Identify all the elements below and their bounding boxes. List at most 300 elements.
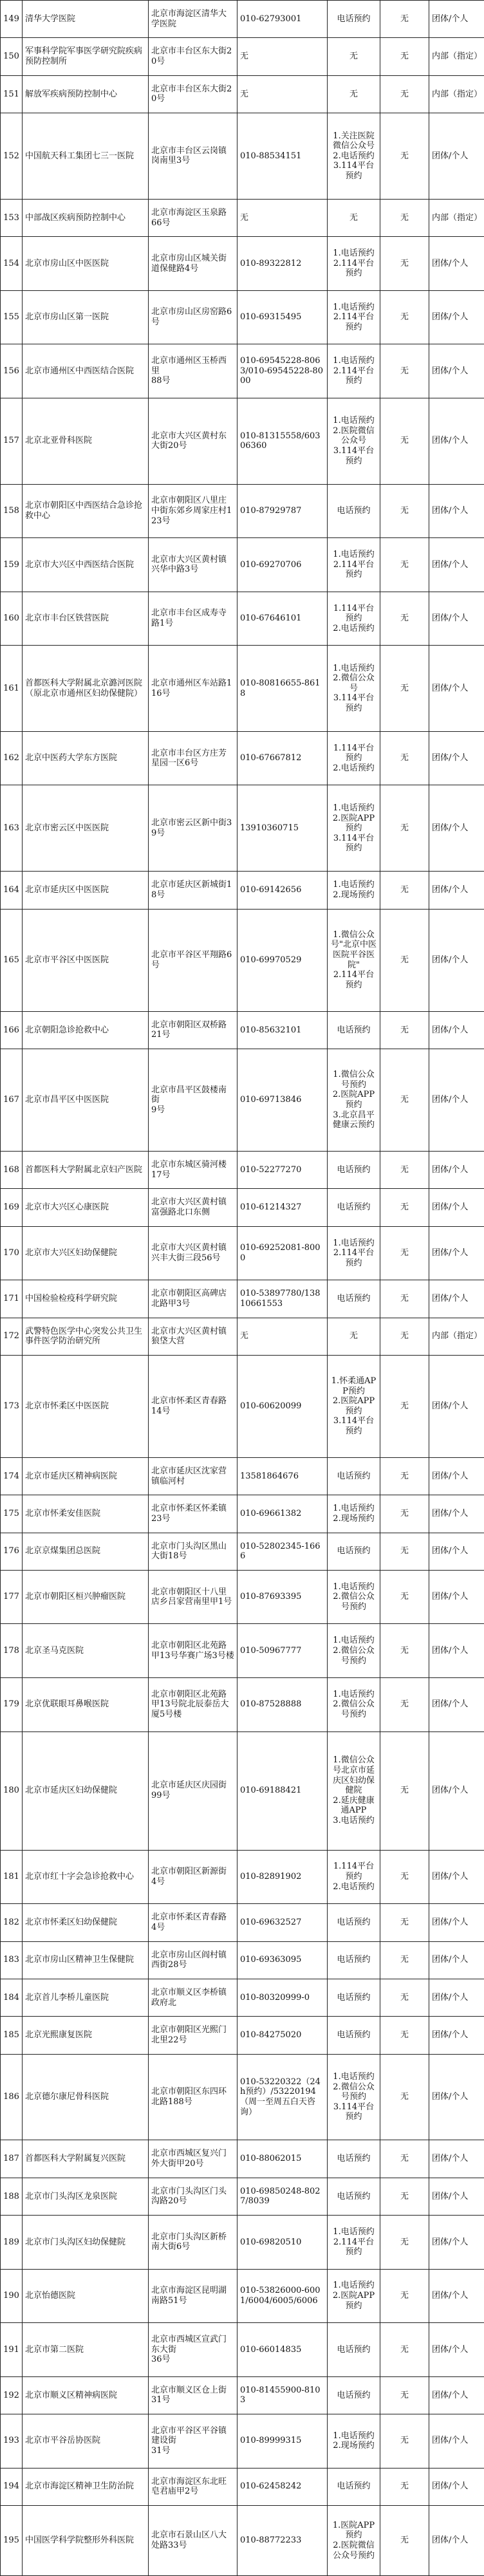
booking-method-cell	[328, 1624, 380, 1678]
booking-method-cell	[328, 1280, 380, 1318]
address-cell	[149, 1731, 237, 1850]
address-cell	[149, 2468, 237, 2505]
booking-method: 电话预约	[337, 2344, 371, 2355]
remark-cell	[380, 2505, 429, 2575]
remark: 无	[400, 1025, 409, 1035]
table-row	[1, 785, 484, 872]
row-number: 162	[3, 753, 19, 763]
table-row	[1, 909, 484, 1011]
row-number: 185	[3, 2030, 19, 2040]
institution-name-cell	[23, 1355, 149, 1457]
row-number-cell	[1, 484, 23, 538]
row-number: 194	[3, 2481, 19, 2492]
table-row	[1, 2269, 484, 2323]
institution-name: 中国检验检疫科学研究院	[25, 1294, 118, 1304]
table-row	[1, 1280, 484, 1318]
institution-name: 北京德尔康尼骨科医院	[25, 2092, 109, 2102]
table-row	[1, 2505, 484, 2575]
remark-cell	[380, 75, 429, 113]
address: 北京市平谷区平翔路6号	[151, 950, 232, 970]
booking-method-cell	[328, 1049, 380, 1151]
booking-method-cell	[328, 1189, 380, 1226]
institution-name: 北京市通州区中西医结合医院	[25, 366, 135, 376]
booking-method: 1.电话预约 2.114平台预约	[333, 356, 375, 386]
institution-name-cell	[23, 1318, 149, 1355]
institution-name: 北京市昌平区中医医院	[25, 1095, 109, 1105]
phone-cell	[237, 1151, 328, 1188]
address: 北京市丰台区成寿寺路1号	[151, 608, 227, 628]
address-cell	[149, 2017, 237, 2054]
row-number-cell	[1, 646, 23, 732]
address: 北京市东城区骑河楼 17号	[151, 1160, 227, 1180]
remark-cell	[380, 2054, 429, 2140]
table-row	[1, 344, 484, 398]
institution-name: 北京光熙康复医院	[25, 2030, 93, 2040]
service-type-cell	[429, 2468, 484, 2505]
row-number: 149	[3, 14, 19, 24]
booking-method: 无	[349, 1331, 358, 1341]
address-cell	[149, 2054, 237, 2140]
institution-name: 首都医科大学附属北京妇产医院	[25, 1164, 143, 1175]
booking-method: 1.微信公众号"北京中医医院平谷医院" 2.114平台预约	[331, 929, 377, 990]
remark-cell	[380, 1226, 429, 1280]
remark-cell	[380, 1904, 429, 1941]
row-number: 169	[3, 1202, 19, 1213]
institution-name: 北京市延庆区妇幼保健院	[25, 1786, 118, 1796]
row-number: 152	[3, 151, 19, 161]
booking-method: 电话预约	[337, 2154, 371, 2164]
booking-method: 1.电话预约 2.114平台预约	[333, 549, 375, 580]
phone-cell	[237, 785, 328, 872]
institution-name-cell	[23, 75, 149, 113]
phone: 010-69188421	[240, 1786, 302, 1796]
row-number-cell	[1, 2017, 23, 2054]
service-type-cell	[429, 398, 484, 484]
institution-name-cell	[23, 1677, 149, 1731]
booking-method-cell	[328, 646, 380, 732]
remark-cell	[380, 1280, 429, 1318]
institution-name: 北京优联眼耳鼻喉医院	[25, 1699, 109, 1710]
remark: 无	[400, 51, 409, 62]
row-number: 191	[3, 2344, 19, 2355]
booking-method: 电话预约	[337, 1918, 371, 1928]
phone: 010-87693395	[240, 1592, 302, 1602]
remark: 无	[400, 1202, 409, 1213]
institution-name-cell	[23, 909, 149, 1011]
booking-method-cell	[328, 344, 380, 398]
booking-method: 电话预约	[337, 1164, 371, 1175]
remark-cell	[380, 1533, 429, 1570]
institution-name: 清华大学医院	[25, 14, 76, 24]
remark-cell	[380, 1495, 429, 1533]
table-row	[1, 484, 484, 538]
phone: 010-53220322（24h预约）/53220194（周一至周五白天咨询）	[240, 2077, 321, 2117]
phone: 010-53897780/13810661553	[240, 1289, 321, 1309]
remark-cell	[380, 2468, 429, 2505]
service-type: 团体/个人	[432, 1918, 469, 1928]
booking-method: 1.电话预约 2.微信公众号预约	[333, 1689, 375, 1720]
address: 北京市朝阳区东四环北路188号	[151, 2087, 227, 2107]
phone: 010-67667812	[240, 753, 302, 763]
row-number-cell	[1, 344, 23, 398]
service-type-cell	[429, 1570, 484, 1624]
phone-cell	[237, 344, 328, 398]
phone-cell	[237, 1941, 328, 1979]
row-number-cell	[1, 2505, 23, 2575]
table-row	[1, 1226, 484, 1280]
booking-method: 1.电话预约 2.微信公众号 3.114平台预约	[333, 663, 375, 713]
row-number: 190	[3, 2291, 19, 2301]
institution-name-cell	[23, 1189, 149, 1226]
remark-cell	[380, 1457, 429, 1495]
remark: 无	[400, 2344, 409, 2355]
institution-name-cell	[23, 1011, 149, 1049]
institution-name-cell	[23, 592, 149, 646]
row-number-cell	[1, 398, 23, 484]
phone-cell	[237, 1189, 328, 1226]
phone-cell	[237, 290, 328, 344]
row-number-cell	[1, 785, 23, 872]
booking-method: 1.114平台预约 2.电话预约	[333, 1862, 375, 1892]
phone-cell	[237, 1280, 328, 1318]
institution-name: 北京首儿李桥儿童医院	[25, 1992, 109, 2002]
table-row	[1, 1624, 484, 1678]
table-row	[1, 199, 484, 236]
phone: 010-52802345-1666	[240, 1541, 321, 1562]
service-type-cell	[429, 1011, 484, 1049]
address: 北京市大兴区黄村镇狼垡大营	[151, 1326, 227, 1347]
service-type: 团体/个人	[432, 1992, 469, 2002]
phone: 010-80816655-8618	[240, 678, 321, 698]
row-number: 178	[3, 1645, 19, 1656]
booking-method-cell	[328, 909, 380, 1011]
phone: 010-69315495	[240, 312, 302, 322]
row-number-cell	[1, 1570, 23, 1624]
table-row	[1, 75, 484, 113]
phone-cell	[237, 199, 328, 236]
row-number-cell	[1, 1280, 23, 1318]
row-number-cell	[1, 1318, 23, 1355]
remark: 无	[400, 1546, 409, 1556]
phone-cell	[237, 1979, 328, 2016]
institution-name-cell	[23, 1624, 149, 1678]
address: 北京市延庆区新城街18号	[151, 880, 232, 900]
row-number-cell	[1, 872, 23, 909]
phone: 010-69270706	[240, 559, 302, 570]
address-cell	[149, 38, 237, 75]
row-number-cell	[1, 538, 23, 592]
row-number-cell	[1, 1011, 23, 1049]
institution-name-cell	[23, 538, 149, 592]
row-number: 161	[3, 683, 19, 693]
address-cell	[149, 1495, 237, 1533]
phone: 010-81315558/60306360	[240, 431, 321, 451]
table-row	[1, 1318, 484, 1355]
institution-name-cell	[23, 2468, 149, 2505]
address: 北京市房山区房窑路6号	[151, 307, 232, 328]
address: 北京市朝阳区八里庄中街东郊乡周家庄村123号	[151, 496, 232, 526]
institution-name-cell	[23, 344, 149, 398]
row-number: 153	[3, 212, 19, 223]
service-type-cell	[429, 2376, 484, 2414]
address-cell	[149, 2505, 237, 2575]
phone-cell	[237, 1624, 328, 1678]
remark: 无	[400, 1294, 409, 1304]
address-cell	[149, 1151, 237, 1188]
phone-cell	[237, 2054, 328, 2140]
remark-cell	[380, 2216, 429, 2270]
phone-cell	[237, 1731, 328, 1850]
phone: 010-66014835	[240, 2344, 302, 2355]
institution-name-cell	[23, 1280, 149, 1318]
institution-name-cell	[23, 199, 149, 236]
phone: 13581864676	[240, 1471, 299, 1481]
row-number-cell	[1, 1, 23, 38]
address: 北京市朝阳区北苑路甲13号院北辰泰岳大厦5号楼	[151, 1689, 229, 1720]
service-type-cell	[429, 909, 484, 1011]
service-type-cell	[429, 646, 484, 732]
remark-cell	[380, 2323, 429, 2377]
row-number-cell	[1, 1731, 23, 1850]
institution-name: 北京市大兴区中西医结合医院	[25, 559, 135, 570]
phone-cell	[237, 646, 328, 732]
service-type-cell	[429, 1677, 484, 1731]
remark-cell	[380, 1355, 429, 1457]
phone: 010-67646101	[240, 613, 302, 624]
remark: 无	[400, 366, 409, 376]
address: 北京市顺义区李桥镇政府北	[151, 1987, 227, 2008]
booking-method: 1.微信公众号北京市延庆区妇幼保健院 2.延庆健康通APP 3.电话预约	[332, 1755, 375, 1826]
booking-method-cell	[328, 1979, 380, 2016]
phone: 010-69713846	[240, 1095, 302, 1105]
row-number: 166	[3, 1025, 19, 1035]
phone-cell	[237, 1904, 328, 1941]
row-number-cell	[1, 1151, 23, 1188]
address: 北京市怀柔区怀柔镇 23号	[151, 1504, 227, 1524]
booking-method: 1.怀柔通APP预约 2.医院APP预约 3.114平台预约	[331, 1376, 377, 1437]
service-type: 团体/个人	[432, 1955, 469, 1965]
table-row	[1, 1677, 484, 1731]
booking-method: 电话预约	[337, 1202, 371, 1213]
address-cell	[149, 538, 237, 592]
institution-name: 北京市平谷区中医医院	[25, 955, 109, 965]
phone: 010-69820510	[240, 2237, 302, 2247]
phone: 无	[240, 51, 249, 62]
booking-method: 1.微信公众号预约 2.医院APP预约 3.北京昌平健康云预约	[332, 1070, 375, 1130]
booking-method: 电话预约	[337, 1992, 371, 2002]
table-row	[1, 1457, 484, 1495]
service-type: 内部（指定）	[432, 1331, 483, 1341]
service-type-cell	[429, 1, 484, 38]
phone-cell	[237, 2178, 328, 2215]
remark-cell	[380, 1049, 429, 1151]
address: 北京市朝阳区高碑店北路甲3号	[151, 1289, 227, 1309]
phone: 010-62458242	[240, 2481, 302, 2492]
service-type-cell	[429, 199, 484, 236]
phone-cell	[237, 113, 328, 200]
address: 北京市顺义区仓上街 31号	[151, 2385, 227, 2405]
remark: 无	[400, 2030, 409, 2040]
institution-name: 武警特色医学中心突发公共卫生事件医学防治研究所	[25, 1326, 143, 1347]
booking-method-cell	[328, 1355, 380, 1457]
address-cell	[149, 2140, 237, 2178]
address-cell	[149, 731, 237, 785]
institution-name-cell	[23, 1495, 149, 1533]
address-cell	[149, 2323, 237, 2377]
booking-method-cell	[328, 1, 380, 38]
table-row	[1, 646, 484, 732]
phone-cell	[237, 731, 328, 785]
row-number: 180	[3, 1786, 19, 1796]
phone-cell	[237, 1850, 328, 1904]
phone: 010-88062015	[240, 2154, 302, 2164]
booking-method: 1.114平台预约 2.电话预约	[333, 603, 375, 633]
institution-name: 北京市第二医院	[25, 2344, 84, 2355]
row-number-cell	[1, 2178, 23, 2215]
phone-cell	[237, 2505, 328, 2575]
institution-name: 北京中医药大学东方医院	[25, 753, 118, 763]
institution-name: 北京市朝阳区桓兴肿瘤医院	[25, 1592, 126, 1602]
booking-method-cell	[328, 592, 380, 646]
address: 北京市西城区宣武门东大街 36号	[151, 2335, 227, 2365]
address: 北京市丰台区云岗镇岗南里3号	[151, 145, 227, 166]
phone-cell	[237, 398, 328, 484]
booking-method: 无	[349, 51, 358, 62]
booking-method-cell	[328, 1677, 380, 1731]
remark-cell	[380, 1941, 429, 1979]
table-row	[1, 2376, 484, 2414]
service-type-cell	[429, 75, 484, 113]
service-type: 团体/个人	[432, 1471, 469, 1481]
remark-cell	[380, 290, 429, 344]
remark: 无	[400, 1471, 409, 1481]
booking-method-cell	[328, 2505, 380, 2575]
remark: 无	[400, 212, 409, 223]
phone-cell	[237, 872, 328, 909]
service-type: 团体/个人	[432, 2030, 469, 2040]
phone-cell	[237, 1049, 328, 1151]
institution-name: 北京市延庆区精神病医院	[25, 1471, 118, 1481]
institution-name-cell	[23, 2216, 149, 2270]
institution-name: 北京京煤集团总医院	[25, 1546, 101, 1556]
service-type: 团体/个人	[432, 1509, 469, 1519]
table-row	[1, 2178, 484, 2215]
address: 北京市通州区玉桥西里 88号	[151, 356, 227, 386]
row-number: 151	[3, 89, 19, 99]
institution-name-cell	[23, 2505, 149, 2575]
institution-name-cell	[23, 1457, 149, 1495]
remark: 无	[400, 613, 409, 624]
row-number-cell	[1, 113, 23, 200]
booking-method-cell	[328, 38, 380, 75]
service-type-cell	[429, 538, 484, 592]
booking-method: 电话预约	[337, 1546, 371, 1556]
institution-name-cell	[23, 1226, 149, 1280]
booking-method: 电话预约	[337, 1025, 371, 1035]
phone-cell	[237, 1533, 328, 1570]
booking-method-cell	[328, 2323, 380, 2377]
booking-method: 电话预约	[337, 1471, 371, 1481]
booking-method: 无	[349, 212, 358, 223]
booking-method-cell	[328, 2140, 380, 2178]
row-number: 168	[3, 1164, 19, 1175]
service-type-cell	[429, 1049, 484, 1151]
address-cell	[149, 290, 237, 344]
address-cell	[149, 1533, 237, 1570]
row-number: 186	[3, 2092, 19, 2102]
remark-cell	[380, 2017, 429, 2054]
remark: 无	[400, 823, 409, 834]
row-number-cell	[1, 2323, 23, 2377]
service-type: 团体/个人	[432, 823, 469, 834]
remark: 无	[400, 2191, 409, 2201]
booking-method-cell	[328, 113, 380, 200]
service-type-cell	[429, 2017, 484, 2054]
address-cell	[149, 1280, 237, 1318]
booking-method-cell	[328, 199, 380, 236]
service-type-cell	[429, 2054, 484, 2140]
phone-cell	[237, 75, 328, 113]
table-row	[1, 1904, 484, 1941]
address: 北京市大兴区黄村镇富强路北口东侧	[151, 1197, 227, 1217]
address: 北京市门头沟区黑山大街18号	[151, 1541, 227, 1562]
service-type: 团体/个人	[432, 2436, 469, 2446]
service-type-cell	[429, 1457, 484, 1495]
service-type-cell	[429, 484, 484, 538]
remark-cell	[380, 731, 429, 785]
address-cell	[149, 113, 237, 200]
row-number-cell	[1, 1457, 23, 1495]
booking-method: 1.电话预约 2.微信公众号预约	[333, 1636, 375, 1666]
institution-name: 北京市延庆区中医医院	[25, 885, 109, 895]
phone: 010-69970529	[240, 955, 302, 965]
booking-method: 1.电话预约 2.微信公众号预约	[333, 1582, 375, 1612]
phone: 010-82891902	[240, 1872, 302, 1882]
service-type: 团体/个人	[432, 1546, 469, 1556]
service-type-cell	[429, 1850, 484, 1904]
booking-method: 1.114平台预约 2.电话预约	[333, 743, 375, 774]
institution-name: 北京市怀柔区中医医院	[25, 1401, 109, 1412]
remark-cell	[380, 2269, 429, 2323]
booking-method-cell	[328, 484, 380, 538]
institution-name-cell	[23, 872, 149, 909]
institution-name: 北京市门头沟区龙泉医院	[25, 2191, 118, 2201]
remark: 无	[400, 2390, 409, 2400]
remark-cell	[380, 1731, 429, 1850]
institution-name: 北京市海淀区精神卫生防治院	[25, 2481, 135, 2492]
address-cell	[149, 592, 237, 646]
phone-cell	[237, 1318, 328, 1355]
institution-name-cell	[23, 1, 149, 38]
remark-cell	[380, 592, 429, 646]
booking-method: 1.电话预约 2.114平台预约	[333, 2226, 375, 2257]
institution-name: 北京市朝阳区中西医结合急诊抢救中心	[25, 501, 143, 521]
phone: 010-89322812	[240, 258, 302, 268]
service-type: 团体/个人	[432, 1786, 469, 1796]
row-number: 188	[3, 2191, 19, 2201]
booking-method: 电话预约	[337, 1955, 371, 1965]
row-number: 172	[3, 1331, 19, 1341]
service-type-cell	[429, 1226, 484, 1280]
table-row	[1, 2140, 484, 2178]
table-row	[1, 2323, 484, 2377]
remark: 无	[400, 312, 409, 322]
address-cell	[149, 646, 237, 732]
address: 北京市通州区车站路116号	[151, 678, 232, 698]
table-row	[1, 1850, 484, 1904]
institution-name-cell	[23, 1570, 149, 1624]
phone: 010-61214327	[240, 1202, 302, 1213]
